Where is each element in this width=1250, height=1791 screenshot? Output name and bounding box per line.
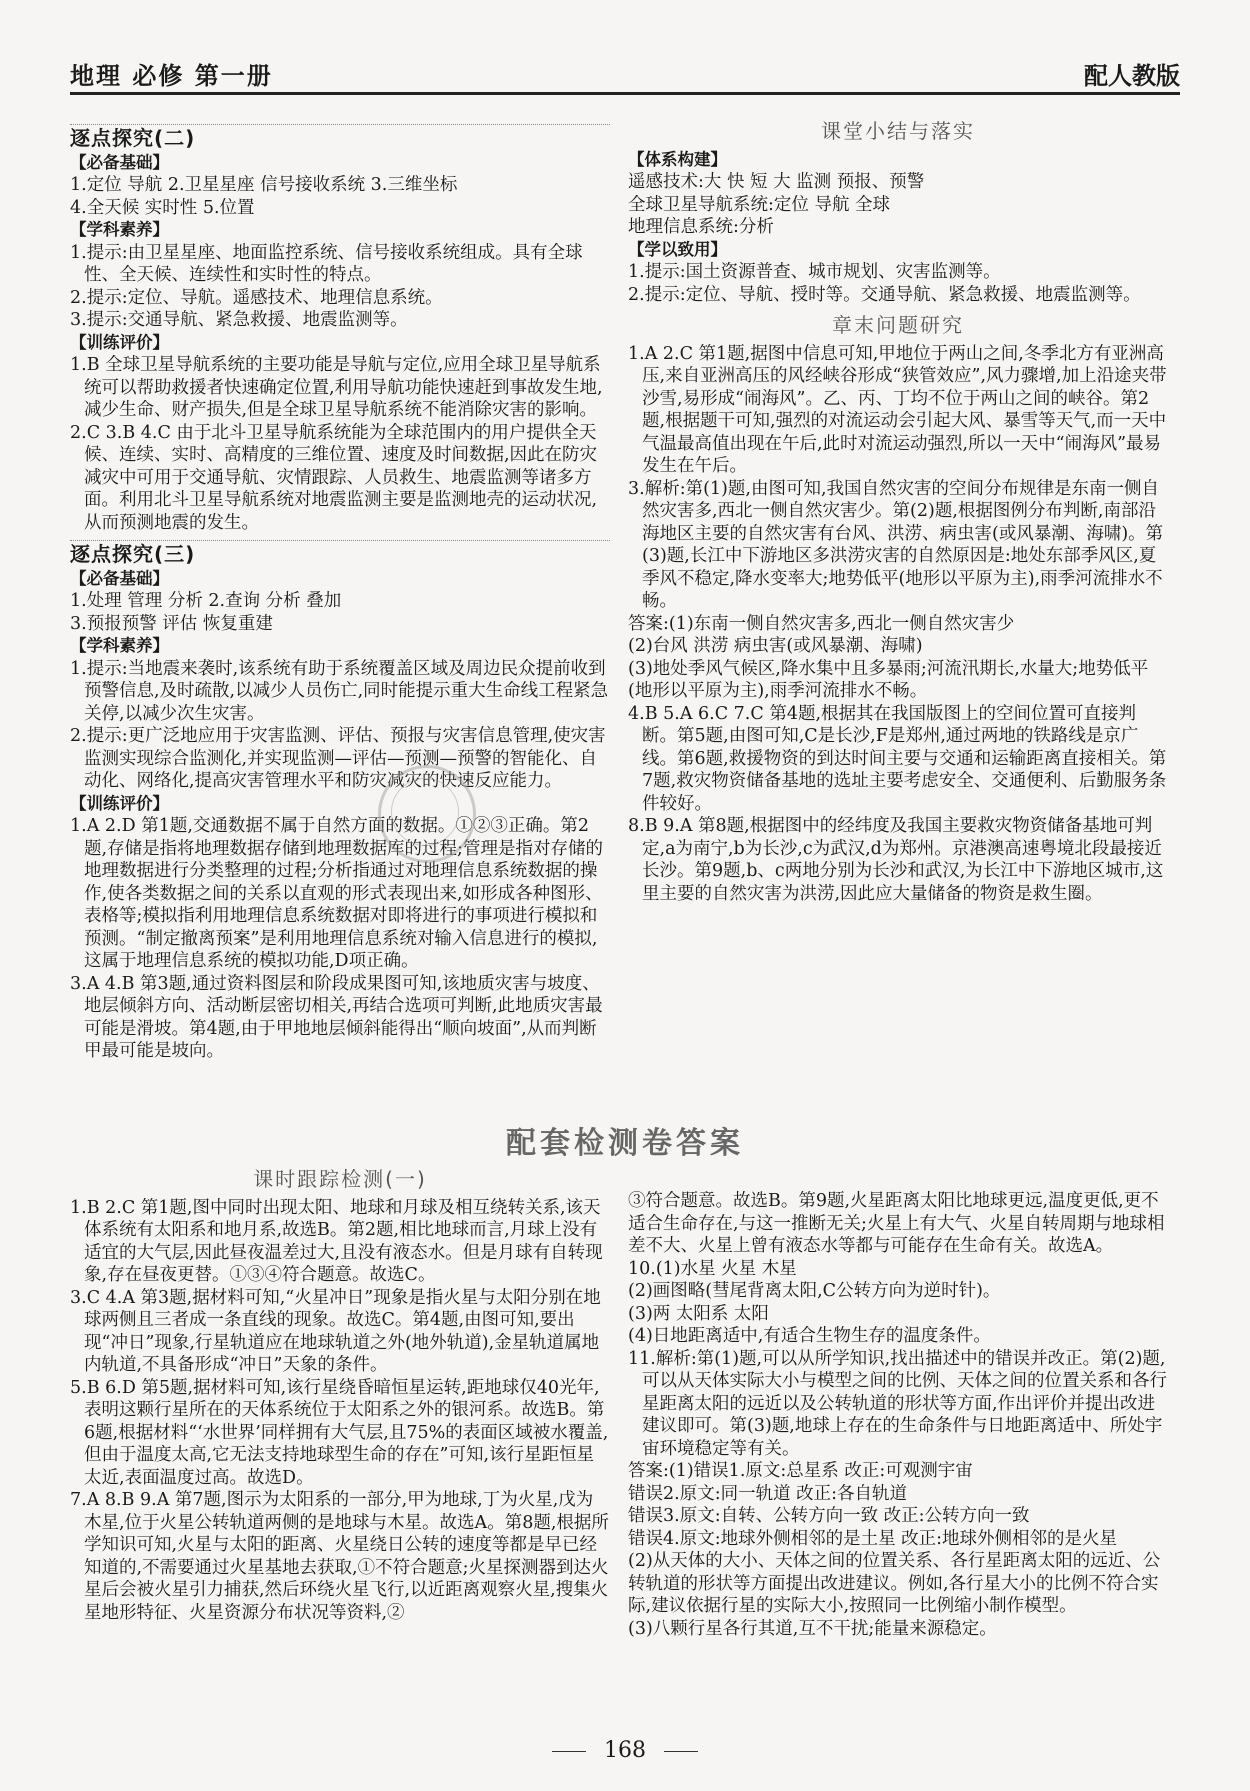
text-line: 2.提示:更广泛地应用于灾害监测、评估、预报与灾害信息管理,使灾害监测实现综合监测化,并实现监测—评估—预测—预警的智能化、自动化、网络化,提高灾害管理水平和防灾减灾的快速反应能力。 — [70, 726, 606, 791]
text-line: 2.提示:定位、导航。遥感技术、地理信息系统。 — [70, 287, 443, 308]
text-line: 答案:(1)错误1.原文:总星系 改正:可观测宇宙 — [628, 1461, 973, 1481]
text-line: 8.B 9.A 第8题,根据图中的经纬度及我国主要救灾物资储备基地可判定,a为南宁,b为长沙,c为武汉,d为郑州。京港澳高速粤境北段最接近长沙。第9题,b、c两地分别为长沙和武汉,为长江中下游地区城市,这里主要的自然灾害为洪涝,因此应大量储备的物资是救生圈。 — [628, 816, 1164, 904]
text-line: (3)八颗行星各行其道,互不干扰;能量来源稳定。 — [628, 1618, 997, 1639]
section-title: 逐点探究(二) — [70, 124, 610, 150]
text-line: 1.B 全球卫星导航系统的主要功能是导航与定位,应用全球卫星导航系统可以帮助救援者快速确定位置,利用导航功能快速赶到事故发生地,减少生命、财产损失,但是全球卫星导航系统不能消除灾害的影响。 — [70, 355, 603, 420]
text-line: (2)画图略(彗尾背离太阳,C公转方向为逆时针)。 — [628, 1281, 1001, 1301]
page-header — [70, 52, 1180, 95]
sub-heading: 【学科素养】 — [70, 220, 169, 239]
left-column-top — [70, 118, 610, 1063]
text-line: 1.提示:国土资源普查、城市规划、灾害监测等。 — [628, 262, 1001, 282]
sub-heading: 【训练评价】 — [70, 793, 169, 813]
stamp-watermark — [378, 765, 476, 863]
text-line: 错误4.原文:地球外侧相邻的是土星 改正:地球外侧相邻的是火星 — [628, 1528, 1118, 1549]
text-line: 3.C 4.A 第3题,据材料可知,“火星冲日”现象是指火星与太阳分别在地球两侧且三者成一条直线的现象。故选C。第4题,由图可知,要出现“冲日”现象,行星轨道应在地球轨道之外(地外轨道),金星轨道属地内轨道,不具备形成“冲日”天象的条件。 — [70, 1287, 601, 1375]
section-title: 课堂小结与落实 — [821, 119, 975, 143]
text-line: 答案:(1)东南一侧自然灾害多,西北一侧自然灾害少 — [628, 613, 1015, 634]
text-line: 10.(1)水星 火星 木星 — [628, 1258, 797, 1279]
header-left: 地理 必修 第一册 — [70, 62, 273, 90]
text-line: 错误3.原文:自转、公转方向一致 改正:公转方向一致 — [628, 1506, 1030, 1526]
text-line: 遥感技术:大 快 短 大 监测 预报、预警 — [628, 172, 925, 192]
text-line: 1.提示:由卫星星座、地面监控系统、信号接收系统组成。具有全球性、全天候、连续性和实时性的特点。 — [70, 242, 583, 285]
text-line: 错误2.原文:同一轨道 改正:各自轨道 — [628, 1483, 908, 1504]
text-line: 1.处理 管理 分析 2.查询 分析 叠加 — [70, 591, 342, 611]
text-line: 1.定位 导航 2.卫星星座 信号接收系统 3.三维坐标 — [70, 175, 458, 195]
text-line: 11.解析:第(1)题,可以从所学知识,找出描述中的错误并改正。第(2)题,可以从天体实际大小与模型之间的比例、天体之间的位置关系和各行星距离太阳的远近以及公转轨道的形状等方面,作出评价并提出改进建议即可。第(3)题,地球上存在的生命条件与日地距离适中、所处宇宙环境稳定等有关。 — [628, 1348, 1167, 1459]
text-line: ③符合题意。故选B。第9题,火星距离太阳比地球更远,温度更低,更不适合生命存在,与这一推断无关;火星上有大气、火星自转周期与地球相差不大、火星上曾有液态水等都与可能存在生命有关。故选A。 — [628, 1191, 1165, 1256]
text-line: 3.预报预警 评估 恢复重建 — [70, 613, 273, 634]
sub-heading: 【体系构建】 — [628, 149, 727, 169]
text-line: 地理信息系统:分析 — [628, 217, 774, 237]
sub-heading: 【学科素养】 — [70, 636, 169, 655]
text-line: 4.全天候 实时性 5.位置 — [70, 197, 255, 218]
sub-heading: 【学以致用】 — [628, 239, 727, 259]
text-line: 1.提示:当地震来袭时,该系统有助于系统覆盖区域及周边民众提前收到预警信息,及时疏散,以减少人员伤亡,同时能提示重大生命线工程紧急关停,以减少次生灾害。 — [70, 658, 609, 724]
sub-heading: 【训练评价】 — [70, 332, 169, 352]
section-title: 逐点探究(三) — [70, 540, 610, 566]
text-line: (2)台风 洪涝 病虫害(或风暴潮、海啸) — [628, 636, 923, 656]
page-footer — [0, 1738, 1250, 1763]
answer-key-title: 配套检测卷答案 — [506, 1126, 744, 1161]
page-number: 168 — [604, 1738, 646, 1763]
text-line: 3.提示:交通导航、紧急救援、地震监测等。 — [70, 310, 408, 330]
sub-heading: 【必备基础】 — [70, 152, 169, 172]
text-line: (4)日地距离适中,有适合生物生存的温度条件。 — [628, 1326, 991, 1346]
text-line: 3.A 4.B 第3题,通过资料图层和阶段成果图可知,该地质灾害与坡度、地层倾斜方向、活动断层密切相关,再结合选项可判断,此地质灾害最可能是滑坡。第4题,由于甲地地层倾斜能得出“顺向坡面”,从而判断甲最可能是坡向。 — [70, 973, 603, 1061]
header-right: 配人教版 — [1084, 62, 1180, 90]
sub-heading: 【必备基础】 — [70, 568, 169, 588]
section-title: 章末问题研究 — [832, 313, 964, 337]
text-line: 2.提示:定位、导航、授时等。交通导航、紧急救援、地震监测等。 — [628, 284, 1141, 305]
text-line: 7.A 8.B 9.A 第7题,图示为太阳系的一部分,甲为地球,丁为火星,戊为木星,位于火星公转轨道两侧的是地球与木星。故选A。第8题,根据所学知识可知,火星与太阳的距离、火星绕日公转的速度等都是早已经知道的,不需要通过火星基地去获取,①不符合题意;火星探测器到达火星后会被火星引力捕获,然后环绕火星飞行,以近距离观察火星,搜集火星地形特征、火星资源分布状况等资料,② — [70, 1490, 609, 1623]
footer-dash — [664, 1751, 698, 1752]
text-line: 1.B 2.C 第1题,图中同时出现太阳、地球和月球及相互绕转关系,该天体系统有太阳系和地月系,故选B。第2题,相比地球而言,月球上没有适宜的大气层,因此昼夜温差过大,且没有液态水。但是月球有自转现象,存在昼夜更替。①③④符合题意。故选C。 — [70, 1197, 603, 1285]
text-line: (2)从天体的大小、天体之间的位置关系、各行星距离太阳的远近、公转轨道的形状等方面提出改进建议。例如,各行星大小的比例不符合实际,建议依据行星的实际大小,按照同一比例缩小制作模型。 — [628, 1551, 1161, 1616]
text-line: (3)两 太阳系 太阳 — [628, 1303, 769, 1324]
right-column-top — [628, 112, 1168, 905]
text-line: 4.B 5.A 6.C 7.C 第4题,根据其在我国版图上的空间位置可直接判断。第5题,由图可知,C是长沙,F是郑州,通过两地的铁路线是京广线。第6题,救援物资的到达时间主要与交通和运输距离直接相关。第7题,救灾物资储备基地的选址主要考虑安全、交通便利、后勤服务条件较好。 — [628, 703, 1167, 814]
text-line: (3)地处季风气候区,降水集中且多暴雨;河流汛期长,水量大;地势低平(地形以平原为主),雨季河流排水不畅。 — [628, 658, 1149, 701]
text-line: 全球卫星导航系统:定位 导航 全球 — [628, 194, 891, 215]
text-line: 1.A 2.D 第1题,交通数据不属于自然方面的数据。①②③正确。第2题,存储是指将地理数据存储到地理数据库的过程;管理是指对存储的地理数据进行分类整理的过程;分析指通过对地理信息系统数据的操作,使各类数据之间的关系以直观的形式表现出来,如形成各种图形、表格等;模拟指利用地理信息系统数据对即将进行的事项进行模拟和预测。“制定撤离预案”是利用地理信息系统对输入信息进行的模拟,这属于地理信息系统的模拟功能,D项正确。 — [70, 816, 603, 971]
text-line: 1.A 2.C 第1题,据图中信息可知,甲地位于两山之间,冬季北方有亚洲高压,来自亚洲高压的风经峡谷形成“狭管效应”,风力骤增,加上沿途夹带沙雪,易形成“闹海风”。乙、丙、丁均不位于两山之间的峡谷。第2题,根据题干可知,强烈的对流运动会引起大风、暴雪等天气,而一天中气温最高值出现在午后,此时对流运动强烈,所以一天中“闹海风”最易发生在午后。 — [628, 343, 1167, 476]
left-column-bottom — [70, 1160, 610, 1624]
text-line: 2.C 3.B 4.C 由于北斗卫星导航系统能为全球范围内的用户提供全天候、连续、实时、高精度的三维位置、速度及时间数据,因此在防灾减灾中可用于交通导航、灾情跟踪、人员救生、地震监测等诸多方面。利用北斗卫星导航系统对地震监测主要是监测地壳的运动状况,从而预测地震的发生。 — [70, 422, 598, 533]
text-line: 3.解析:第(1)题,由图可知,我国自然灾害的空间分布规律是东南一侧自然灾害多,西北一侧自然灾害少。第(2)题,根据图例分布判断,南部沿海地区主要的自然灾害有台风、洪涝、病虫害(或风暴潮、海啸)。第(3)题,长江中下游地区多洪涝灾害的自然原因是:地处东部季风区,夏季风不稳定,降水变率大;地势低平(地形以平原为主),雨季河流排水不畅。 — [628, 478, 1164, 611]
right-column-bottom — [628, 1190, 1168, 1640]
section-title: 课时跟踪检测(一) — [253, 1167, 427, 1191]
footer-dash — [552, 1751, 586, 1752]
text-line: 5.B 6.D 第5题,据材料可知,该行星绕昏暗恒星运转,距地球仅40光年,表明这颗行星所在的天体系统位于太阳系之外的银河系。故选B。第6题,根据材料“‘水世界’同样拥有大气层,且75%的表面区域被水覆盖,但由于温度太高,它无法支持地球型生命的存在”可知,该行星距恒星太近,表面温度过高。故选D。 — [70, 1377, 609, 1488]
